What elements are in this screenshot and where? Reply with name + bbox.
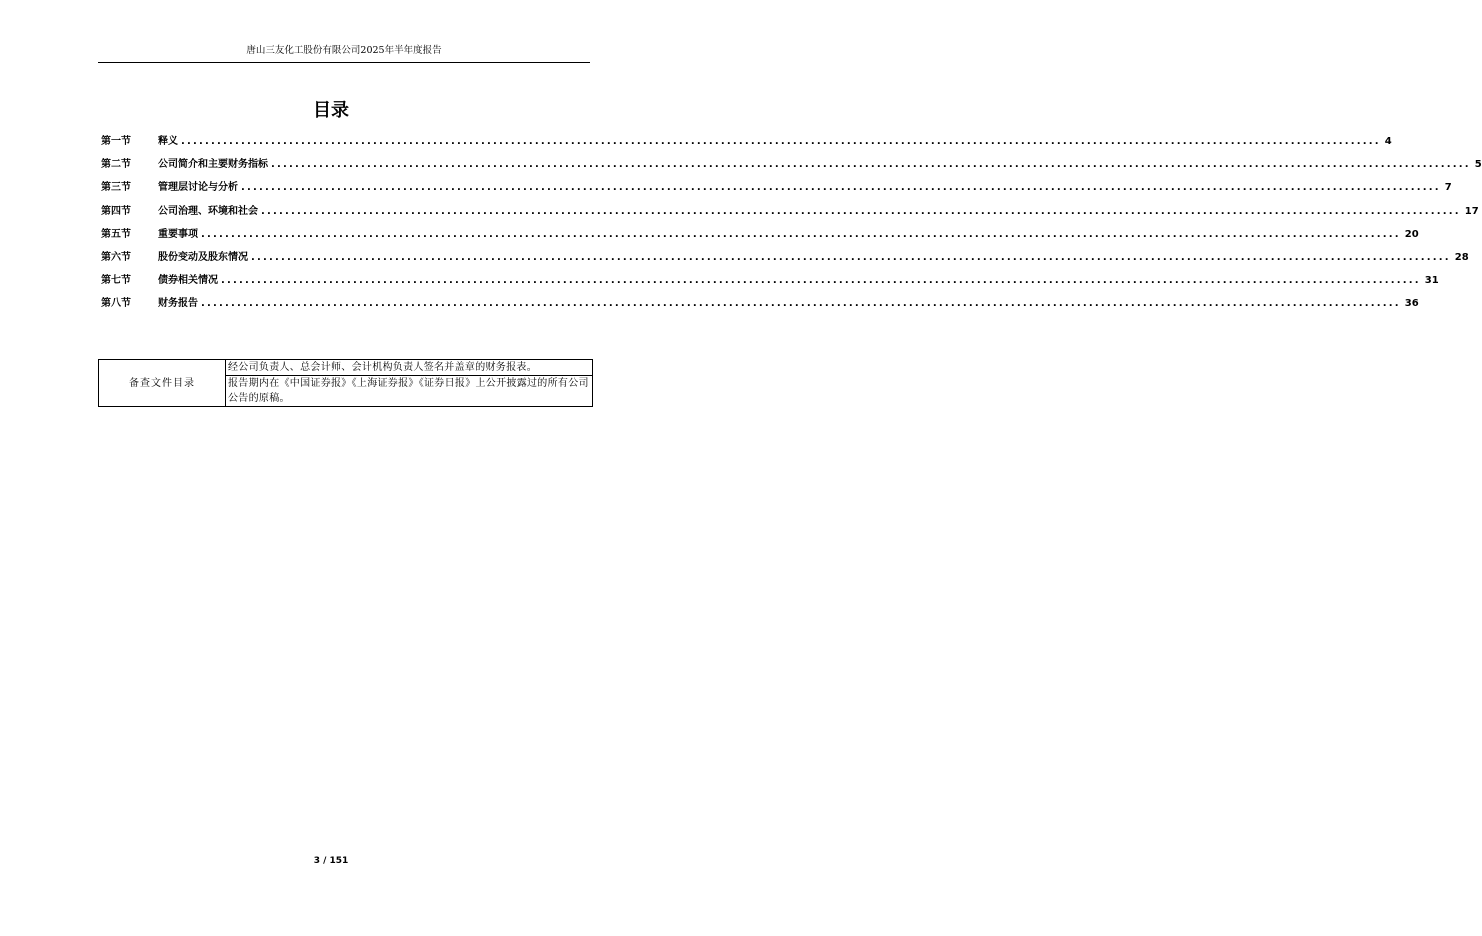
toc-dot-leader: ........................................................................................................................................................................................................	[201, 298, 1401, 310]
toc-dot-leader: ........................................................................................................................................................................................................	[201, 228, 1401, 240]
toc-dot-leader: ........................................................................................................................................................................................................	[181, 136, 1381, 147]
toc-entry[interactable]	[101, 204, 1479, 227]
toc-section-number: 第七节	[101, 275, 131, 287]
toc-page-number: 20	[1404, 228, 1419, 240]
toc-page-number: 17	[1464, 205, 1479, 217]
toc-section-name: 股份变动及股东情况	[158, 251, 248, 263]
page-header	[98, 44, 590, 63]
toc-section-name: 财务报告	[158, 298, 198, 310]
toc-entry[interactable]	[101, 296, 1419, 319]
toc-entry[interactable]	[101, 157, 1482, 180]
reference-documents-table	[98, 359, 593, 407]
toc-page-number: 28	[1454, 251, 1469, 263]
toc-page-number: 31	[1424, 275, 1439, 287]
toc-section-name: 管理层讨论与分析	[158, 182, 238, 194]
toc-entry[interactable]	[101, 180, 1452, 203]
toc-dot-leader: ........................................................................................................................................................................................................	[241, 182, 1441, 194]
toc-section-number: 第五节	[101, 228, 131, 240]
toc-title: 目录	[313, 100, 349, 121]
toc-section-number: 第三节	[101, 182, 131, 194]
toc-page-number: 7	[1444, 182, 1452, 194]
toc-entry[interactable]	[101, 134, 1392, 157]
toc-page-number: 5	[1474, 159, 1482, 171]
toc-section-name: 债券相关情况	[158, 275, 218, 287]
toc-section-name: 重要事项	[158, 228, 198, 240]
toc-section-number: 第二节	[101, 159, 131, 171]
toc-section-number: 第一节	[101, 136, 131, 147]
toc-dot-leader: ........................................................................................................................................................................................................	[261, 205, 1461, 217]
table-of-contents	[101, 134, 1482, 320]
toc-entry[interactable]	[101, 227, 1419, 250]
header-text: 唐山三友化工股份有限公司2025年半年度报告	[246, 45, 442, 56]
toc-page-number: 4	[1384, 136, 1392, 147]
toc-section-name: 释义	[158, 136, 178, 147]
reference-table-item: 经公司负责人、总会计师、会计机构负责人签名并盖章的财务报表。	[226, 360, 593, 376]
toc-section-number: 第八节	[101, 298, 131, 310]
reference-table-item: 报告期内在《中国证券报》《上海证券报》《证券日报》上公开披露过的所有公司公告的原稿。	[226, 376, 593, 407]
toc-dot-leader: ........................................................................................................................................................................................................	[251, 251, 1451, 263]
toc-entry[interactable]	[101, 273, 1439, 296]
page-number: 3 / 151	[313, 856, 349, 866]
toc-section-name: 公司简介和主要财务指标	[158, 159, 268, 171]
toc-section-number: 第四节	[101, 205, 131, 217]
toc-dot-leader: ........................................................................................................................................................................................................	[271, 159, 1471, 171]
toc-section-number: 第六节	[101, 251, 131, 263]
toc-page-number: 36	[1404, 298, 1419, 310]
toc-section-name: 公司治理、环境和社会	[158, 205, 258, 217]
toc-dot-leader: ........................................................................................................................................................................................................	[221, 275, 1421, 287]
toc-entry[interactable]	[101, 250, 1469, 273]
reference-table-label: 备查文件目录	[99, 360, 226, 407]
